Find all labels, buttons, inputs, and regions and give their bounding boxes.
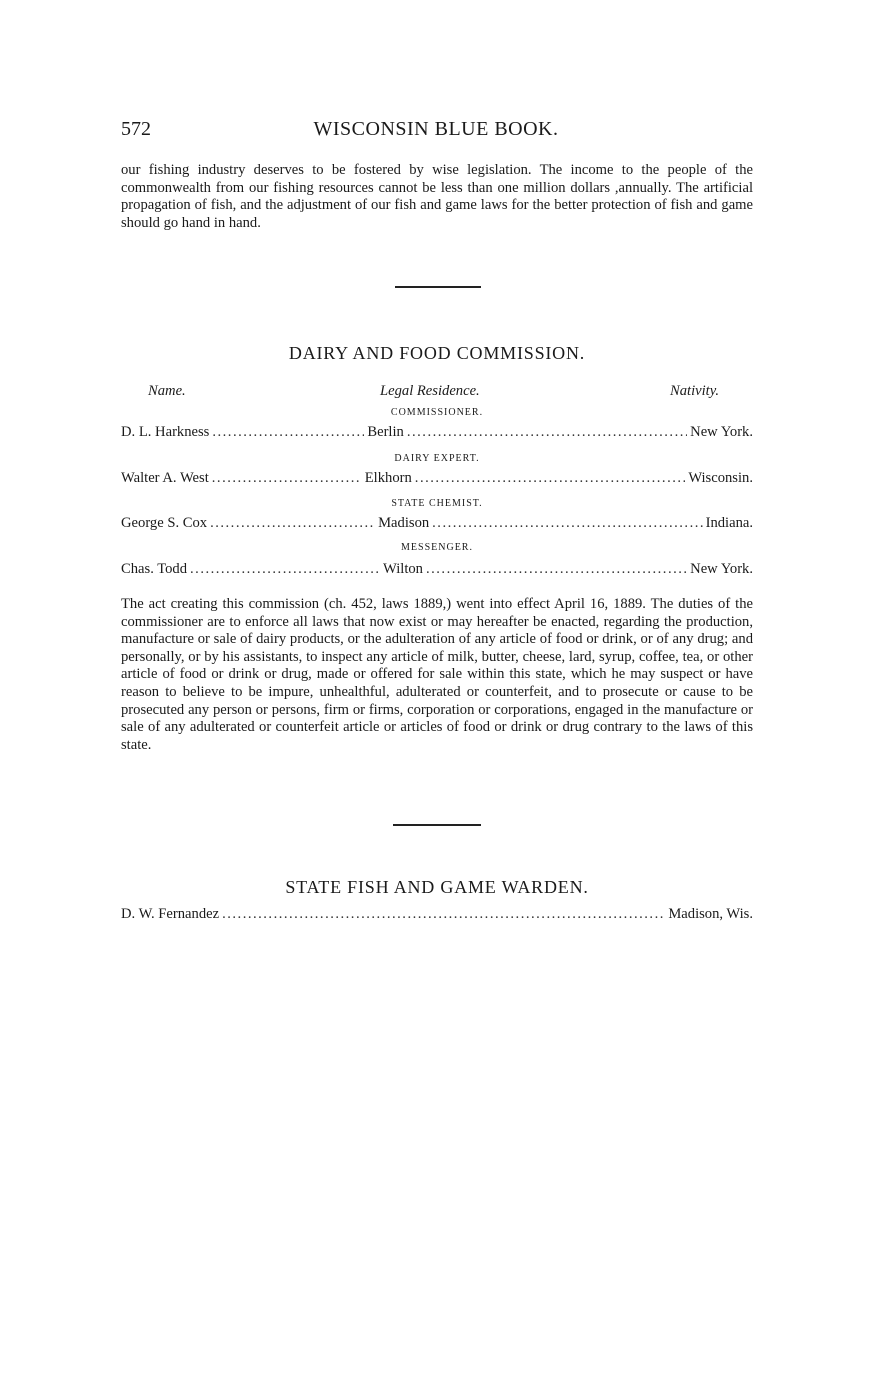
leader-dots: [426, 561, 687, 578]
officer-name: D. L. Harkness: [121, 424, 210, 440]
officer-row: [121, 424, 753, 444]
leader-dots: [407, 424, 687, 441]
officer-residence: Wilton: [383, 561, 423, 577]
leader-dots: [415, 470, 686, 487]
leader-dots: [212, 470, 362, 487]
leader-dots: [432, 515, 702, 532]
dairy-commission-heading: DAIRY AND FOOD COMMISSION.: [288, 343, 586, 363]
leader-dots: [210, 515, 375, 532]
role-label: DAIRY EXPERT.: [394, 453, 480, 464]
officer-name: Chas. Todd: [121, 561, 188, 577]
officer-row: [121, 470, 753, 490]
page-header: [121, 118, 751, 142]
column-header-name: Name.: [148, 383, 186, 399]
leader-dots: [190, 561, 380, 578]
warden-location: Madison, Wis.: [668, 906, 753, 922]
officer-name: Walter A. West: [121, 470, 209, 486]
officer-row: [121, 561, 753, 581]
officer-residence: Berlin: [367, 424, 404, 440]
officer-row: [121, 515, 753, 535]
column-header-residence: Legal Residence.: [380, 383, 480, 399]
role-label: COMMISSIONER.: [390, 407, 484, 418]
officer-nativity: Wisconsin.: [688, 470, 753, 486]
running-title: WISCONSIN BLUE BOOK.: [313, 118, 559, 140]
warden-name: D. W. Fernandez: [121, 906, 220, 922]
intro-paragraph: our fishing industry deserves to be fostered by wise legislation. The income to the people of the commonwealth from our fishing resources cannot be less than one million dollars ,annually. The artificial propagation of fish, and the adjustment of our fish and game laws for the better protection of fish and game should go hand in hand.: [121, 162, 753, 231]
officer-residence: Elkhorn: [364, 470, 412, 486]
fish-game-warden-heading: STATE FISH AND GAME WARDEN.: [285, 877, 589, 897]
column-header-nativity: Nativity.: [670, 383, 720, 399]
officer-nativity: New York.: [690, 424, 753, 440]
leader-dots: [212, 424, 364, 441]
officer-nativity: Indiana.: [705, 515, 753, 531]
page-number: 572: [121, 118, 151, 140]
leader-dots: [222, 906, 665, 923]
role-label: MESSENGER.: [401, 542, 473, 553]
role-label: STATE CHEMIST.: [391, 498, 483, 509]
officer-name: George S. Cox: [121, 515, 208, 531]
officer-nativity: New York.: [690, 561, 753, 577]
officer-residence: Madison: [378, 515, 430, 531]
warden-row: [121, 906, 753, 926]
section-divider: [393, 824, 481, 826]
dairy-commission-paragraph: The act creating this commission (ch. 452, laws 1889,) went into effect April 16, 1889. The duties of the commissioner are to enforce all laws that now exist or may hereafter be enacted, regarding the production, manufacture or sale of dairy products, or the adulteration of any article of food or drink, or of any drug; and personally, or by his assistants, to inspect any article of milk, butter, cheese, lard, syrup, coffee, tea, or other article of food or drink or drug, made or offered for sale within this state, which he may suspect or have reason to believe to be impure, unhealthful, adulterated or counterfeit, and to prosecute or cause to be prosecuted any person or persons, firm or firms, corporation or corporations, engaged in the manufacture or sale of any adulterated or counterfeit article or articles of food or drink or drug contrary to the laws of this state.: [121, 596, 753, 753]
section-divider: [395, 286, 481, 288]
